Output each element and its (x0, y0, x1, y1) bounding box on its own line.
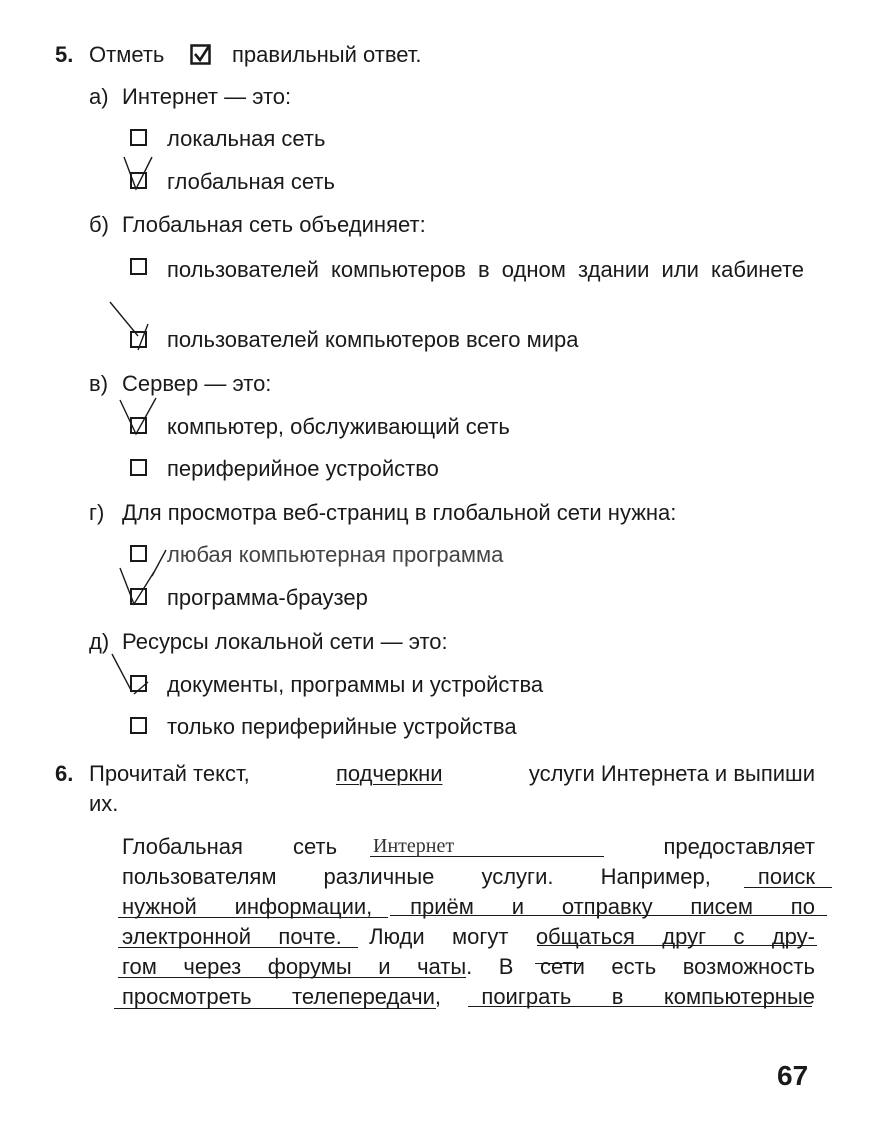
word: почте. (278, 924, 342, 949)
word: нужной (122, 894, 197, 919)
item-d-letter: г) (89, 500, 105, 525)
word: писем (690, 894, 753, 919)
handwritten-underline (537, 945, 817, 946)
item-a-letter: а) (89, 84, 109, 109)
item-b-question: Глобальная сеть объединяет: (122, 212, 426, 237)
task6-number: 6. (55, 761, 74, 786)
handwritten-underline (744, 887, 832, 888)
handwritten-check-icon (108, 300, 158, 352)
item-b-option1-label: пользователей компьютеров в одном здании или кабинете (167, 257, 805, 282)
word: через (183, 954, 242, 979)
word: форумы (267, 954, 352, 979)
word: телепередачи, (292, 984, 442, 1009)
handwritten-answer: Интернет (373, 835, 455, 857)
item-d-option1-checkbox[interactable] (130, 545, 147, 562)
word: сеть (293, 834, 338, 859)
checked-box-icon (190, 44, 212, 66)
word: услуги. (481, 864, 554, 889)
item-b-option1-checkbox[interactable] (130, 258, 147, 275)
word: гом (122, 954, 157, 979)
word: и (378, 954, 391, 979)
word: могут (452, 924, 509, 949)
page-number: 67 (777, 1060, 809, 1091)
task6-instruction-end: их. (89, 791, 119, 816)
item-e-option2-label: только периферийные устройства (167, 714, 517, 739)
item-c-option1-label: компьютер, обслуживающий сеть (167, 414, 510, 439)
word: предоставляет (663, 834, 815, 859)
item-e-option2-checkbox[interactable] (130, 717, 147, 734)
word: компьютерные (663, 984, 815, 1009)
word: с (733, 924, 745, 949)
item-a-option2-label: глобальная сеть (167, 169, 335, 194)
item-e-question: Ресурсы локальной сети — это: (122, 629, 448, 654)
item-b-letter: б) (89, 212, 109, 237)
handwritten-check-icon (118, 396, 160, 438)
word: пользователям (122, 864, 277, 889)
handwritten-underline (118, 917, 388, 918)
word: В (498, 954, 514, 979)
word: и (511, 894, 525, 919)
handwritten-underline (118, 977, 466, 978)
task6-instruction-part2: услуги Интернета и выпиши (528, 761, 815, 786)
word: дру- (771, 924, 815, 949)
word: поиск (757, 864, 815, 889)
item-d-question: Для просмотра веб-страниц в глобальной сети нужна: (122, 500, 677, 525)
handwritten-underline (114, 1008, 436, 1009)
word-struck: сети (540, 954, 585, 979)
item-a-option1-label: локальная сеть (167, 126, 326, 151)
word: чаты. (417, 954, 473, 979)
task6-instruction-part1: Прочитай текст, (89, 761, 250, 786)
word: друг (662, 924, 707, 949)
item-b-option2-label: пользователей компьютеров всего мира (167, 327, 579, 352)
item-c-option2-checkbox[interactable] (130, 459, 147, 476)
task6-instruction (89, 761, 815, 787)
handwritten-check-icon (118, 566, 158, 608)
word: в (611, 984, 624, 1009)
word: просмотреть (122, 984, 252, 1009)
task5-number: 5. (55, 42, 74, 67)
word: Например, (600, 864, 711, 889)
word: Глобальная (122, 834, 243, 859)
task5-instruction-end: правильный ответ. (232, 42, 422, 67)
handwritten-check-icon (122, 155, 156, 193)
word: Люди (369, 924, 425, 949)
handwritten-check-icon (110, 652, 158, 696)
word: информации, (234, 894, 373, 919)
task6-instruction-underlined: подчеркни (336, 761, 443, 786)
item-e-option1-label: документы, программы и устройства (167, 672, 544, 697)
word: возможность (682, 954, 815, 979)
task5-instruction-start: Отметь (89, 42, 165, 67)
handwritten-underline (468, 1006, 812, 1007)
handwritten-underline (390, 915, 827, 916)
item-a-question: Интернет — это: (122, 84, 292, 109)
word: есть (611, 954, 657, 979)
handwritten-strikethrough (535, 963, 581, 964)
word: приём (410, 894, 474, 919)
item-c-letter: в) (89, 371, 109, 396)
word: по (790, 894, 815, 919)
item-d-option1-label: любая компьютерная программа (167, 542, 504, 567)
item-a-option1-checkbox[interactable] (130, 129, 147, 146)
item-d-option2-label: программа-браузер (167, 585, 368, 610)
word: поиграть (481, 984, 572, 1009)
word: отправку (561, 894, 653, 919)
item-c-option2-label: периферийное устройство (167, 456, 439, 481)
item-e-letter: д) (89, 629, 110, 654)
word: общаться (535, 924, 635, 949)
word: различные (323, 864, 435, 889)
handwritten-underline (118, 947, 358, 948)
text-line-2 (122, 864, 815, 890)
item-c-question: Сервер — это: (122, 371, 272, 396)
word: электронной (122, 924, 252, 949)
